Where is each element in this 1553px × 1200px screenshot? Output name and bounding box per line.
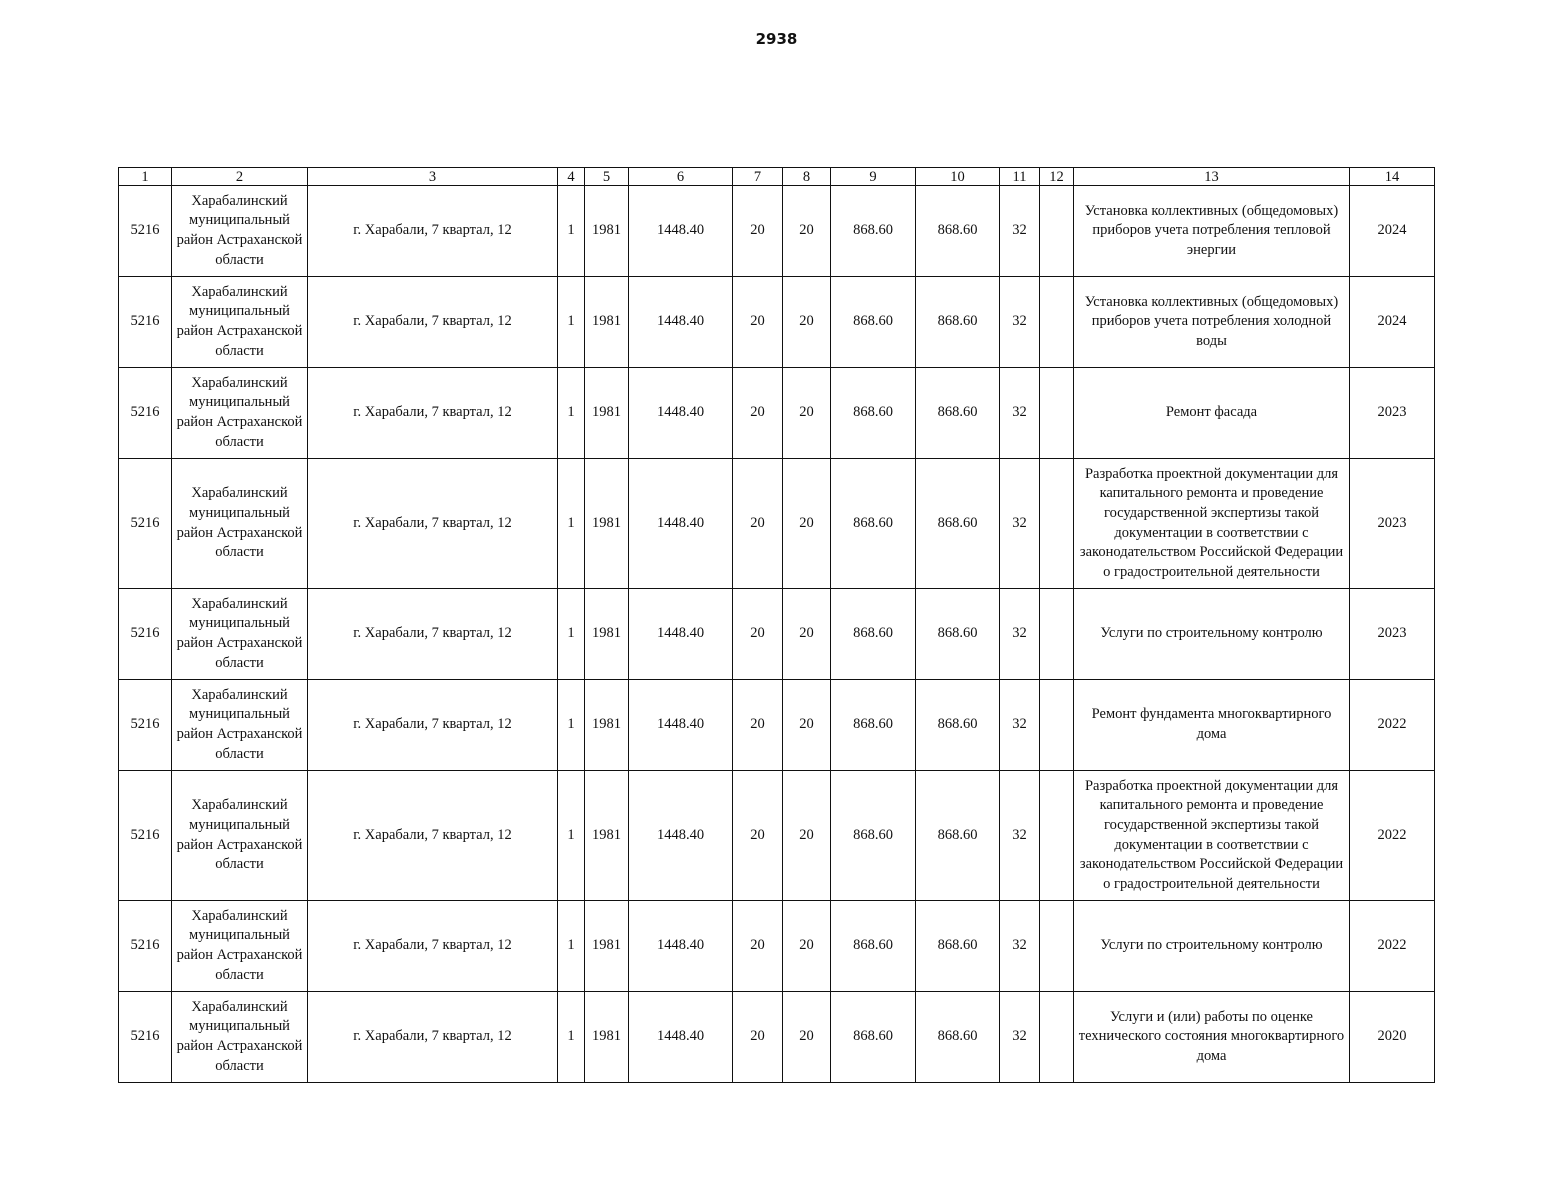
table-row	[119, 368, 1435, 459]
area-9-cell	[831, 277, 916, 368]
record-id-text: 5216	[130, 826, 160, 843]
address-text: г. Харабали, 7 квартал, 12	[353, 937, 512, 954]
area-10-cell	[916, 992, 1000, 1083]
column-8-text: 20	[799, 826, 814, 843]
year-built-cell	[585, 680, 629, 771]
column-header-12: 12	[1040, 168, 1074, 186]
work-type-text: Услуги и (или) работы по оценке технического состояния многоквартирного дома	[1078, 1008, 1345, 1064]
record-id-text: 5216	[130, 222, 160, 239]
column-11-text: 32	[1012, 1028, 1027, 1045]
record-id-text: 5216	[130, 625, 160, 642]
total-area-text: 1448.40	[656, 1028, 705, 1045]
column-header-2: 2	[172, 168, 308, 186]
area-10-cell	[916, 589, 1000, 680]
total-area-cell	[629, 277, 733, 368]
area-9-cell	[831, 186, 916, 277]
address-text: г. Харабали, 7 квартал, 12	[353, 826, 512, 843]
record-id-text: 5216	[130, 313, 160, 330]
column-4-cell	[558, 771, 585, 901]
work-type-cell	[1074, 680, 1350, 771]
column-7-text: 20	[750, 222, 765, 239]
column-7-text: 20	[750, 1028, 765, 1045]
column-header-11: 11	[1000, 168, 1040, 186]
table-row	[119, 901, 1435, 992]
column-12-cell	[1040, 680, 1074, 771]
column-7-text: 20	[750, 937, 765, 954]
column-7-cell	[733, 368, 783, 459]
planned-year-text: 2023	[1377, 514, 1407, 531]
record-id-text: 5216	[130, 404, 160, 421]
total-area-text: 1448.40	[656, 222, 705, 239]
total-area-text: 1448.40	[656, 937, 705, 954]
column-11-cell	[1000, 186, 1040, 277]
area-10-cell	[916, 459, 1000, 589]
planned-year-text: 2022	[1377, 826, 1407, 843]
district-text: Харабалинский муниципальный район Астраханской области	[176, 907, 303, 983]
district-cell	[172, 680, 308, 771]
column-7-cell	[733, 680, 783, 771]
header-row	[119, 168, 1435, 186]
column-7-text: 20	[750, 625, 765, 642]
work-type-cell	[1074, 459, 1350, 589]
column-4-text: 1	[567, 514, 575, 531]
column-8-text: 20	[799, 514, 814, 531]
record-id-cell	[119, 992, 172, 1083]
area-9-text: 868.60	[853, 937, 893, 954]
total-area-cell	[629, 368, 733, 459]
column-4-cell	[558, 589, 585, 680]
total-area-text: 1448.40	[656, 625, 705, 642]
record-id-text: 5216	[130, 937, 160, 954]
area-10-cell	[916, 771, 1000, 901]
area-9-text: 868.60	[853, 222, 893, 239]
total-area-cell	[629, 186, 733, 277]
year-built-cell	[585, 771, 629, 901]
address-text: г. Харабали, 7 квартал, 12	[353, 313, 512, 330]
year-built-cell	[585, 992, 629, 1083]
column-8-cell	[783, 680, 831, 771]
year-built-text: 1981	[592, 716, 621, 733]
column-11-text: 32	[1012, 625, 1027, 642]
record-id-cell	[119, 368, 172, 459]
area-10-text: 868.60	[937, 625, 978, 642]
area-10-cell	[916, 901, 1000, 992]
district-cell	[172, 277, 308, 368]
column-11-text: 32	[1012, 826, 1027, 843]
column-header-8: 8	[783, 168, 831, 186]
column-4-cell	[558, 277, 585, 368]
column-4-cell	[558, 459, 585, 589]
capital-repair-table	[118, 167, 1435, 1083]
area-10-cell	[916, 368, 1000, 459]
year-built-text: 1981	[592, 404, 621, 421]
record-id-cell	[119, 680, 172, 771]
address-cell	[308, 680, 558, 771]
column-4-text: 1	[567, 625, 575, 642]
column-header-1: 1	[119, 168, 172, 186]
district-text: Харабалинский муниципальный район Астраханской области	[176, 485, 303, 561]
record-id-cell	[119, 901, 172, 992]
column-8-cell	[783, 459, 831, 589]
column-7-text: 20	[750, 716, 765, 733]
planned-year-cell	[1350, 277, 1435, 368]
record-id-cell	[119, 589, 172, 680]
total-area-text: 1448.40	[656, 313, 705, 330]
record-id-text: 5216	[130, 716, 160, 733]
column-8-cell	[783, 589, 831, 680]
area-10-text: 868.60	[937, 404, 978, 421]
total-area-cell	[629, 771, 733, 901]
record-id-text: 5216	[130, 514, 160, 531]
work-type-cell	[1074, 368, 1350, 459]
planned-year-text: 2023	[1377, 625, 1407, 642]
address-text: г. Харабали, 7 квартал, 12	[353, 404, 512, 421]
column-11-text: 32	[1012, 937, 1027, 954]
column-11-text: 32	[1012, 716, 1027, 733]
district-text: Харабалинский муниципальный район Астраханской области	[176, 998, 303, 1074]
address-text: г. Харабали, 7 квартал, 12	[353, 716, 512, 733]
area-10-cell	[916, 277, 1000, 368]
address-cell	[308, 459, 558, 589]
work-type-cell	[1074, 771, 1350, 901]
column-header-4: 4	[558, 168, 585, 186]
planned-year-cell	[1350, 680, 1435, 771]
year-built-text: 1981	[592, 222, 621, 239]
table-row	[119, 186, 1435, 277]
column-header-6: 6	[629, 168, 733, 186]
district-text: Харабалинский муниципальный район Астраханской области	[176, 595, 303, 671]
column-7-text: 20	[750, 826, 765, 843]
column-8-cell	[783, 992, 831, 1083]
column-4-text: 1	[567, 313, 575, 330]
year-built-cell	[585, 368, 629, 459]
column-11-text: 32	[1012, 222, 1027, 239]
column-12-cell	[1040, 771, 1074, 901]
address-cell	[308, 901, 558, 992]
district-cell	[172, 186, 308, 277]
area-10-text: 868.60	[937, 313, 978, 330]
column-4-text: 1	[567, 1028, 575, 1045]
column-11-cell	[1000, 589, 1040, 680]
record-id-cell	[119, 186, 172, 277]
area-9-cell	[831, 589, 916, 680]
area-9-text: 868.60	[853, 313, 893, 330]
year-built-cell	[585, 589, 629, 680]
district-text: Харабалинский муниципальный район Астраханской области	[176, 686, 303, 762]
area-9-text: 868.60	[853, 625, 893, 642]
column-12-cell	[1040, 589, 1074, 680]
work-type-cell	[1074, 186, 1350, 277]
column-8-cell	[783, 771, 831, 901]
year-built-text: 1981	[592, 625, 621, 642]
column-4-cell	[558, 901, 585, 992]
record-id-cell	[119, 277, 172, 368]
year-built-cell	[585, 459, 629, 589]
column-7-cell	[733, 277, 783, 368]
record-id-cell	[119, 771, 172, 901]
area-9-cell	[831, 771, 916, 901]
area-10-text: 868.60	[937, 514, 978, 531]
planned-year-cell	[1350, 992, 1435, 1083]
work-type-cell	[1074, 277, 1350, 368]
column-4-text: 1	[567, 404, 575, 421]
column-11-text: 32	[1012, 404, 1027, 421]
area-9-text: 868.60	[853, 1028, 893, 1045]
year-built-text: 1981	[592, 313, 621, 330]
column-7-text: 20	[750, 404, 765, 421]
area-10-cell	[916, 680, 1000, 771]
column-11-cell	[1000, 771, 1040, 901]
column-11-cell	[1000, 459, 1040, 589]
column-8-text: 20	[799, 937, 814, 954]
column-11-cell	[1000, 901, 1040, 992]
area-9-text: 868.60	[853, 826, 893, 843]
planned-year-text: 2020	[1377, 1028, 1407, 1045]
address-cell	[308, 186, 558, 277]
total-area-text: 1448.40	[656, 826, 705, 843]
area-10-text: 868.60	[937, 222, 978, 239]
planned-year-text: 2022	[1377, 716, 1407, 733]
column-header-7: 7	[733, 168, 783, 186]
column-12-cell	[1040, 901, 1074, 992]
column-8-cell	[783, 186, 831, 277]
total-area-cell	[629, 992, 733, 1083]
work-type-text: Ремонт фундамента многоквартирного дома	[1091, 706, 1332, 742]
column-header-14: 14	[1350, 168, 1435, 186]
column-12-cell	[1040, 992, 1074, 1083]
column-11-cell	[1000, 992, 1040, 1083]
column-8-cell	[783, 277, 831, 368]
column-header-10: 10	[916, 168, 1000, 186]
table-row	[119, 771, 1435, 901]
planned-year-text: 2024	[1377, 222, 1407, 239]
column-4-text: 1	[567, 937, 575, 954]
column-4-cell	[558, 680, 585, 771]
column-7-text: 20	[750, 313, 765, 330]
work-type-text: Установка коллективных (общедомовых) приборов учета потребления холодной воды	[1084, 293, 1339, 349]
area-9-text: 868.60	[853, 404, 893, 421]
address-text: г. Харабали, 7 квартал, 12	[353, 625, 512, 642]
district-text: Харабалинский муниципальный район Астраханской области	[176, 283, 303, 359]
column-12-cell	[1040, 277, 1074, 368]
page-number: 2938	[755, 30, 798, 48]
year-built-text: 1981	[592, 826, 621, 843]
column-8-text: 20	[799, 716, 814, 733]
work-type-text: Услуги по строительному контролю	[1100, 937, 1323, 954]
district-cell	[172, 771, 308, 901]
column-7-cell	[733, 459, 783, 589]
work-type-cell	[1074, 992, 1350, 1083]
planned-year-cell	[1350, 771, 1435, 901]
total-area-cell	[629, 680, 733, 771]
column-7-cell	[733, 186, 783, 277]
year-built-cell	[585, 901, 629, 992]
year-built-text: 1981	[592, 514, 621, 531]
table-body	[119, 186, 1435, 1083]
column-11-text: 32	[1012, 313, 1027, 330]
table-row	[119, 277, 1435, 368]
area-10-text: 868.60	[937, 826, 978, 843]
area-10-text: 868.60	[937, 1028, 978, 1045]
column-header-3: 3	[308, 168, 558, 186]
column-7-cell	[733, 992, 783, 1083]
column-7-cell	[733, 901, 783, 992]
work-type-cell	[1074, 589, 1350, 680]
work-type-cell	[1074, 901, 1350, 992]
table-row	[119, 992, 1435, 1083]
address-text: г. Харабали, 7 квартал, 12	[353, 222, 512, 239]
column-11-text: 32	[1012, 514, 1027, 531]
area-10-cell	[916, 186, 1000, 277]
planned-year-cell	[1350, 368, 1435, 459]
area-9-cell	[831, 680, 916, 771]
planned-year-cell	[1350, 186, 1435, 277]
table-row	[119, 459, 1435, 589]
column-11-cell	[1000, 680, 1040, 771]
table-row	[119, 589, 1435, 680]
column-8-text: 20	[799, 625, 814, 642]
address-cell	[308, 368, 558, 459]
area-10-text: 868.60	[937, 716, 978, 733]
total-area-text: 1448.40	[656, 404, 705, 421]
record-id-text: 5216	[130, 1028, 160, 1045]
planned-year-text: 2022	[1377, 937, 1407, 954]
address-text: г. Харабали, 7 квартал, 12	[353, 1028, 512, 1045]
column-11-cell	[1000, 368, 1040, 459]
area-9-text: 868.60	[853, 716, 893, 733]
area-9-cell	[831, 368, 916, 459]
table-row	[119, 680, 1435, 771]
district-cell	[172, 589, 308, 680]
district-text: Харабалинский муниципальный район Астраханской области	[176, 192, 303, 268]
district-cell	[172, 901, 308, 992]
column-8-cell	[783, 368, 831, 459]
year-built-text: 1981	[592, 1028, 621, 1045]
area-9-cell	[831, 992, 916, 1083]
column-8-text: 20	[799, 404, 814, 421]
address-cell	[308, 992, 558, 1083]
year-built-cell	[585, 186, 629, 277]
column-8-cell	[783, 901, 831, 992]
total-area-text: 1448.40	[656, 514, 705, 531]
total-area-cell	[629, 901, 733, 992]
total-area-cell	[629, 459, 733, 589]
column-7-text: 20	[750, 514, 765, 531]
work-type-text: Разработка проектной документации для капитального ремонта и проведение государственной экспертизы такой документации в соответствии с законодательством Российской Федерации о градостроительной деятельности	[1079, 777, 1344, 892]
column-4-text: 1	[567, 826, 575, 843]
planned-year-cell	[1350, 589, 1435, 680]
column-header-9: 9	[831, 168, 916, 186]
column-12-cell	[1040, 368, 1074, 459]
total-area-text: 1448.40	[656, 716, 705, 733]
column-4-cell	[558, 992, 585, 1083]
column-4-cell	[558, 186, 585, 277]
address-cell	[308, 277, 558, 368]
column-header-5: 5	[585, 168, 629, 186]
work-type-text: Разработка проектной документации для капитального ремонта и проведение государственной экспертизы такой документации в соответствии с законодательством Российской Федерации о градостроительной деятельности	[1079, 465, 1344, 580]
column-4-cell	[558, 368, 585, 459]
district-text: Харабалинский муниципальный район Астраханской области	[176, 797, 303, 873]
area-9-cell	[831, 901, 916, 992]
work-type-text: Установка коллективных (общедомовых) приборов учета потребления тепловой энергии	[1084, 202, 1339, 258]
address-text: г. Харабали, 7 квартал, 12	[353, 514, 512, 531]
area-9-text: 868.60	[853, 514, 893, 531]
column-4-text: 1	[567, 222, 575, 239]
district-cell	[172, 368, 308, 459]
area-9-cell	[831, 459, 916, 589]
planned-year-text: 2023	[1377, 404, 1407, 421]
column-8-text: 20	[799, 222, 814, 239]
column-8-text: 20	[799, 1028, 814, 1045]
record-id-cell	[119, 459, 172, 589]
column-12-cell	[1040, 459, 1074, 589]
total-area-cell	[629, 589, 733, 680]
column-4-text: 1	[567, 716, 575, 733]
planned-year-text: 2024	[1377, 313, 1407, 330]
work-type-text: Ремонт фасада	[1165, 404, 1258, 421]
column-12-cell	[1040, 186, 1074, 277]
column-11-cell	[1000, 277, 1040, 368]
planned-year-cell	[1350, 459, 1435, 589]
district-cell	[172, 992, 308, 1083]
column-header-13: 13	[1074, 168, 1350, 186]
planned-year-cell	[1350, 901, 1435, 992]
work-type-text: Услуги по строительному контролю	[1100, 625, 1323, 642]
column-8-text: 20	[799, 313, 814, 330]
year-built-cell	[585, 277, 629, 368]
column-7-cell	[733, 589, 783, 680]
district-cell	[172, 459, 308, 589]
district-text: Харабалинский муниципальный район Астраханской области	[176, 374, 303, 450]
year-built-text: 1981	[592, 937, 621, 954]
address-cell	[308, 589, 558, 680]
area-10-text: 868.60	[937, 937, 978, 954]
column-7-cell	[733, 771, 783, 901]
address-cell	[308, 771, 558, 901]
